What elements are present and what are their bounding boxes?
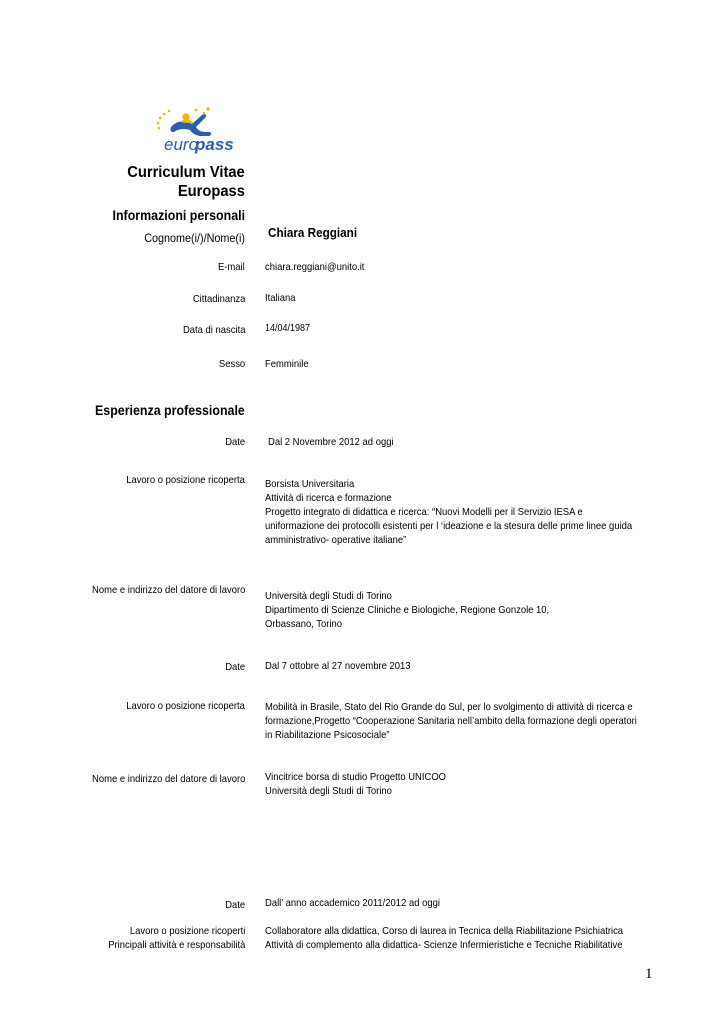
sex-label: Sesso xyxy=(218,358,245,370)
logo-text-euro: euro xyxy=(164,135,199,154)
figure-icon xyxy=(171,113,212,136)
job-line: formazione,Progetto “Cooperazione Sanitaria nell’ambito della formazione degli operatori xyxy=(265,715,637,727)
sex-value: Femminile xyxy=(265,358,309,370)
job-line: in Riabilitazione Psicosociale” xyxy=(265,729,390,741)
name-value: Chiara Reggiani xyxy=(268,225,358,240)
email-value: chiara.reggiani@unito.it xyxy=(265,261,365,273)
job-value: Collaboratore alla didattica, Corso di laurea in Tecnica della Riabilitazione Psichiatrica xyxy=(265,925,624,937)
employer-line: Università degli Studi di Torino xyxy=(265,785,392,797)
employer-description xyxy=(265,589,549,631)
date-label: Date xyxy=(225,899,245,911)
employer-line: Orbassano, Torino xyxy=(265,618,343,630)
job-line: Mobilità in Brasile, Stato del Rio Grande do Sul, per lo svolgimento di attività di ricerca e xyxy=(265,701,633,713)
europass-logo-graphic xyxy=(150,106,240,154)
employer-label: Nome e indirizzo del datore di lavoro xyxy=(91,584,245,596)
date-label: Date xyxy=(225,436,245,448)
job-line: Attività di ricerca e formazione xyxy=(265,492,392,504)
job-label: Lavoro o posizione ricoperta xyxy=(126,700,245,712)
job-label: Lavoro o posizione ricoperti xyxy=(129,925,245,937)
cv-title-line1: Curriculum Vitae xyxy=(127,164,245,181)
name-label: Cognome(i/)/Nome(i) xyxy=(144,231,245,245)
date-value: Dal 2 Novembre 2012 ad oggi xyxy=(268,436,394,448)
employer-line: Dipartimento di Scienze Cliniche e Biologiche, Regione Gonzole 10, xyxy=(265,604,550,616)
citizenship-value: Italiana xyxy=(265,292,296,304)
citizenship-label: Cittadinanza xyxy=(192,293,245,305)
job-label: Lavoro o posizione ricoperta xyxy=(126,474,245,486)
birth-value: 14/04/1987 xyxy=(265,323,311,334)
logo-text-pass: pass xyxy=(195,135,234,154)
date-value: Dal 7 ottobre al 27 novembre 2013 xyxy=(265,660,411,672)
cv-title-line2: Europass xyxy=(177,183,245,200)
email-label: E-mail xyxy=(218,261,245,273)
job-line: amministrativo- operative italiane” xyxy=(265,534,407,546)
section-heading-personal: Informazioni personali xyxy=(112,208,245,223)
employer-label: Nome e indirizzo del datore di lavoro xyxy=(91,773,245,785)
employer-description xyxy=(265,770,446,798)
europass-logo xyxy=(150,106,240,154)
date-value: Dall’ anno accademico 2011/2012 ad oggi xyxy=(265,897,440,909)
date-label: Date xyxy=(225,661,245,673)
section-heading-experience: Esperienza professionale xyxy=(95,403,245,418)
birth-label: Data di nascita xyxy=(182,324,245,336)
activities-value: Attività di complemento alla didattica- Scienze Infermieristiche e Tecniche Riabilitative xyxy=(265,939,623,951)
page-number: 1 xyxy=(645,966,653,982)
job-line: Progetto integrato di didattica e ricerca: “Nuovi Modelli per il Servizio IESA e xyxy=(265,506,583,518)
job-description xyxy=(265,700,637,742)
activities-label: Principali attività e responsabilità xyxy=(107,939,245,951)
job-line: uniformazione dei protocolli esistenti per l ‘ideazione e la stesura delle prime linee guida xyxy=(265,520,633,532)
employer-line: Università degli Studi di Torino xyxy=(265,590,392,602)
job-description xyxy=(265,477,632,547)
job-line: Borsista Universitaria xyxy=(265,478,355,490)
employer-line: Vincitrice borsa di studio Progetto UNICOO xyxy=(265,771,447,783)
